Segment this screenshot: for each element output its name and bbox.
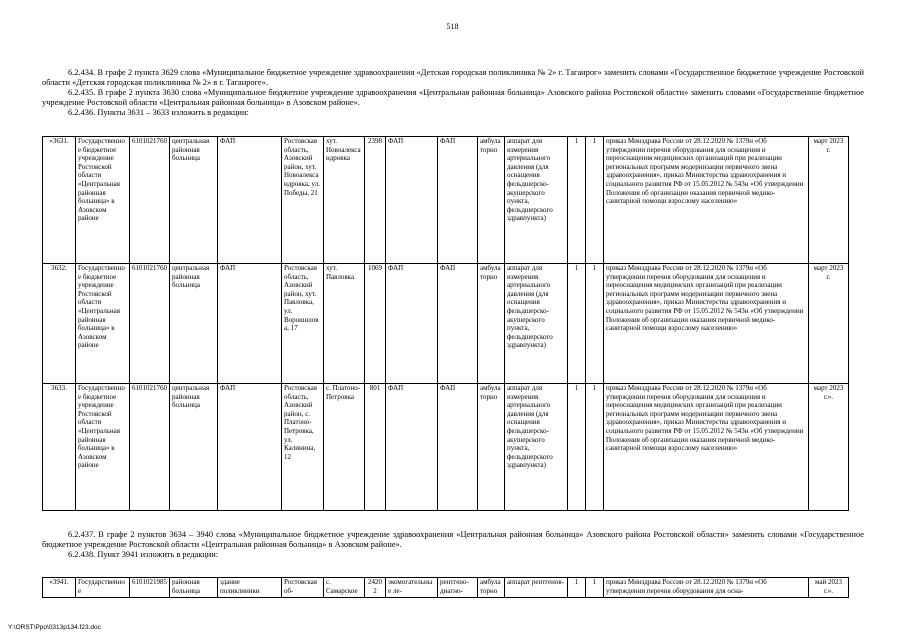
- settlement: хут. Павловка: [324, 264, 365, 384]
- organization-type: районная больница: [170, 578, 218, 598]
- deadline: май 2023 г.».: [809, 578, 849, 598]
- amendment-table-3941: [42, 577, 849, 598]
- address: Ростовская область, Азовский район, хут. Новоалександровка, ул. Победы, 21: [282, 137, 324, 264]
- population: 2398: [365, 137, 386, 264]
- population: 1069: [365, 264, 386, 384]
- quantity-2: 1: [586, 384, 604, 511]
- paragraph-6-2-437: [42, 530, 864, 550]
- legal-basis: приказ Минздрава России от 28.12.2020 № 1379н «Об утверждении перечня оборудования для оснащения и переоснащения медицинских организаций при реализации региональных программ модернизации первичного звена здравоохранения», приказ Министерства здравоохранения и социального развития РФ от 15.05.2012 № 543н «Об утверждении Положения об организации оказания первичной медико-санитарной помощи взрослому населению»: [604, 384, 809, 511]
- row-number: «3631.: [43, 137, 76, 264]
- equipment: аппарат для измерения артериального давления (для оснащения фельдшерско-акушерского пункта, фельдшерского здравпункта): [505, 384, 568, 511]
- paragraph-6-2-434: [42, 68, 864, 88]
- deadline: март 2023 г.: [809, 264, 849, 384]
- population: 24202: [365, 578, 386, 598]
- address: Ростовская область, Азовский район, с. Платоно-Петровка, ул. Калинина, 12: [282, 384, 324, 511]
- paragraph-text: 6.2.436. Пункты 3631 – 3633 изложить в редакции:: [68, 108, 249, 117]
- organization-code: 6101021760: [130, 137, 170, 264]
- organization-type: центральная районная больница: [170, 384, 218, 511]
- organization-type: центральная районная больница: [170, 264, 218, 384]
- equipment: аппарат для измерения артериального давления (для оснащения фельдшерско-акушерского пункта, фельдшерского здравпункта): [505, 137, 568, 264]
- table-row: [43, 137, 849, 264]
- fap-type-1: ФАП: [386, 264, 438, 384]
- paragraph-text: 6.2.438. Пункт 3941 изложить в редакции:: [68, 550, 219, 559]
- organization-name: Государственное бюджетное учреждение Ростовской области «Центральная районная больница» в Азовском районе: [76, 264, 130, 384]
- legal-basis: приказ Минздрава России от 28.12.2020 № 1379н «Об утверждении перечня оборудования для оснащения и переоснащения медицинских организаций при реализации региональных программ модернизации первичного звена здравоохранения», приказ Министерства здравоохранения и социального развития РФ от 15.05.2012 № 543н «Об утверждении Положения об организации оказания первичной медико-санитарной помощи взрослому населению»: [604, 264, 809, 384]
- address: Ростовская об-: [282, 578, 324, 598]
- care-mode: амбулаторно: [478, 384, 505, 511]
- organization-code: 6101021985: [130, 578, 170, 598]
- fap-type-2: рентгено-диагно-: [438, 578, 478, 598]
- equipment: аппарат рентгенов-: [505, 578, 568, 598]
- table-row: [43, 384, 849, 511]
- table-row: [43, 264, 849, 384]
- fap-type-2: ФАП: [438, 264, 478, 384]
- unit-type: здание поликлиники: [218, 578, 282, 598]
- legal-basis: приказ Минздрава России от 28.12.2020 № 1379н «Об утверждении перечня оборудования для осна-: [604, 578, 809, 598]
- quantity-2: 1: [586, 137, 604, 264]
- row-number: «3941.: [43, 578, 76, 598]
- paragraph-6-2-436: [42, 108, 864, 118]
- footer-file-path: Y:\ORST\Ppo\0313p134.f23.doc: [8, 624, 101, 631]
- care-mode: амбулаторно: [478, 578, 505, 598]
- organization-name: Государственное бюджетное учреждение Ростовской области «Центральная районная больница» в Азовском районе: [76, 137, 130, 264]
- table-row: [43, 578, 849, 598]
- quantity-2: 1: [586, 578, 604, 598]
- settlement: хут. Новоалександровка: [324, 137, 365, 264]
- organization-type: центральная районная больница: [170, 137, 218, 264]
- organization-code: 6101021760: [130, 384, 170, 511]
- quantity-1: 1: [568, 264, 586, 384]
- paragraph-6-2-435: [42, 88, 864, 108]
- population: 801: [365, 384, 386, 511]
- care-mode: амбулаторно: [478, 137, 505, 264]
- fap-type-1: экомогательные ле-: [386, 578, 438, 598]
- quantity-1: 1: [568, 578, 586, 598]
- settlement: с. Платоно-Петровка: [324, 384, 365, 511]
- unit-type: ФАП: [218, 137, 282, 264]
- row-number: 3633.: [43, 384, 76, 511]
- amendment-table-3631-3633: [42, 136, 849, 511]
- organization-code: 6101021760: [130, 264, 170, 384]
- row-number: 3632.: [43, 264, 76, 384]
- paragraph-text: 6.2.434. В графе 2 пункта 3629 слова «Муниципальное бюджетное учреждение здравоохранения «Детская городская поликлиника № 2» г. Таганрог» заменить словами «Государственное бюджетное учреждение Ростовской области «Детская городская поликлиника № 2» в г. Таганроге».: [42, 68, 864, 87]
- fap-type-2: ФАП: [438, 137, 478, 264]
- quantity-1: 1: [568, 137, 586, 264]
- fap-type-1: ФАП: [386, 384, 438, 511]
- page-number: 518: [446, 22, 459, 31]
- address: Ростовская область, Азовский район, хут. Павловка, ул. Ворошилова, 17: [282, 264, 324, 384]
- fap-type-1: ФАП: [386, 137, 438, 264]
- paragraph-6-2-438: [42, 550, 864, 560]
- care-mode: амбулаторно: [478, 264, 505, 384]
- paragraph-text: 6.2.437. В графе 2 пунктов 3634 – 3940 слова «Муниципальное бюджетное учреждение здравоохранения «Центральная районная больница» Азовского района Ростовской области» заменить словами «Государственное бюджетное учреждение Ростовской области «Центральная районная больница» в Азовском районе».: [42, 530, 864, 549]
- organization-name: Государственное: [76, 578, 130, 598]
- unit-type: ФАП: [218, 264, 282, 384]
- legal-basis: приказ Минздрава России от 28.12.2020 № 1379н «Об утверждении перечня оборудования для оснащения и переоснащения медицинских организаций при реализации региональных программ модернизации первичного звена здравоохранения», приказ Министерства здравоохранения и социального развития РФ от 15.05.2012 № 543н «Об утверждении Положения об организации оказания первичной медико-санитарной помощи взрослому населению»: [604, 137, 809, 264]
- deadline: март 2023 г.: [809, 137, 849, 264]
- fap-type-2: ФАП: [438, 384, 478, 511]
- paragraph-text: 6.2.435. В графе 2 пункта 3630 слова «Муниципальное бюджетное учреждение здравоохранения «Центральная районная больница» Азовского района Ростовской области» заменить словами «Государственное бюджетное учреждение Ростовской области «Центральная районная больница» в Азовском районе».: [42, 88, 864, 107]
- quantity-1: 1: [568, 384, 586, 511]
- unit-type: ФАП: [218, 384, 282, 511]
- quantity-2: 1: [586, 264, 604, 384]
- organization-name: Государственное бюджетное учреждение Ростовской области «Центральная районная больница» в Азовском районе: [76, 384, 130, 511]
- deadline: март 2023 г.».: [809, 384, 849, 511]
- equipment: аппарат для измерения артериального давления (для оснащения фельдшерско-акушерского пункта, фельдшерского здравпункта): [505, 264, 568, 384]
- settlement: с. Самарское: [324, 578, 365, 598]
